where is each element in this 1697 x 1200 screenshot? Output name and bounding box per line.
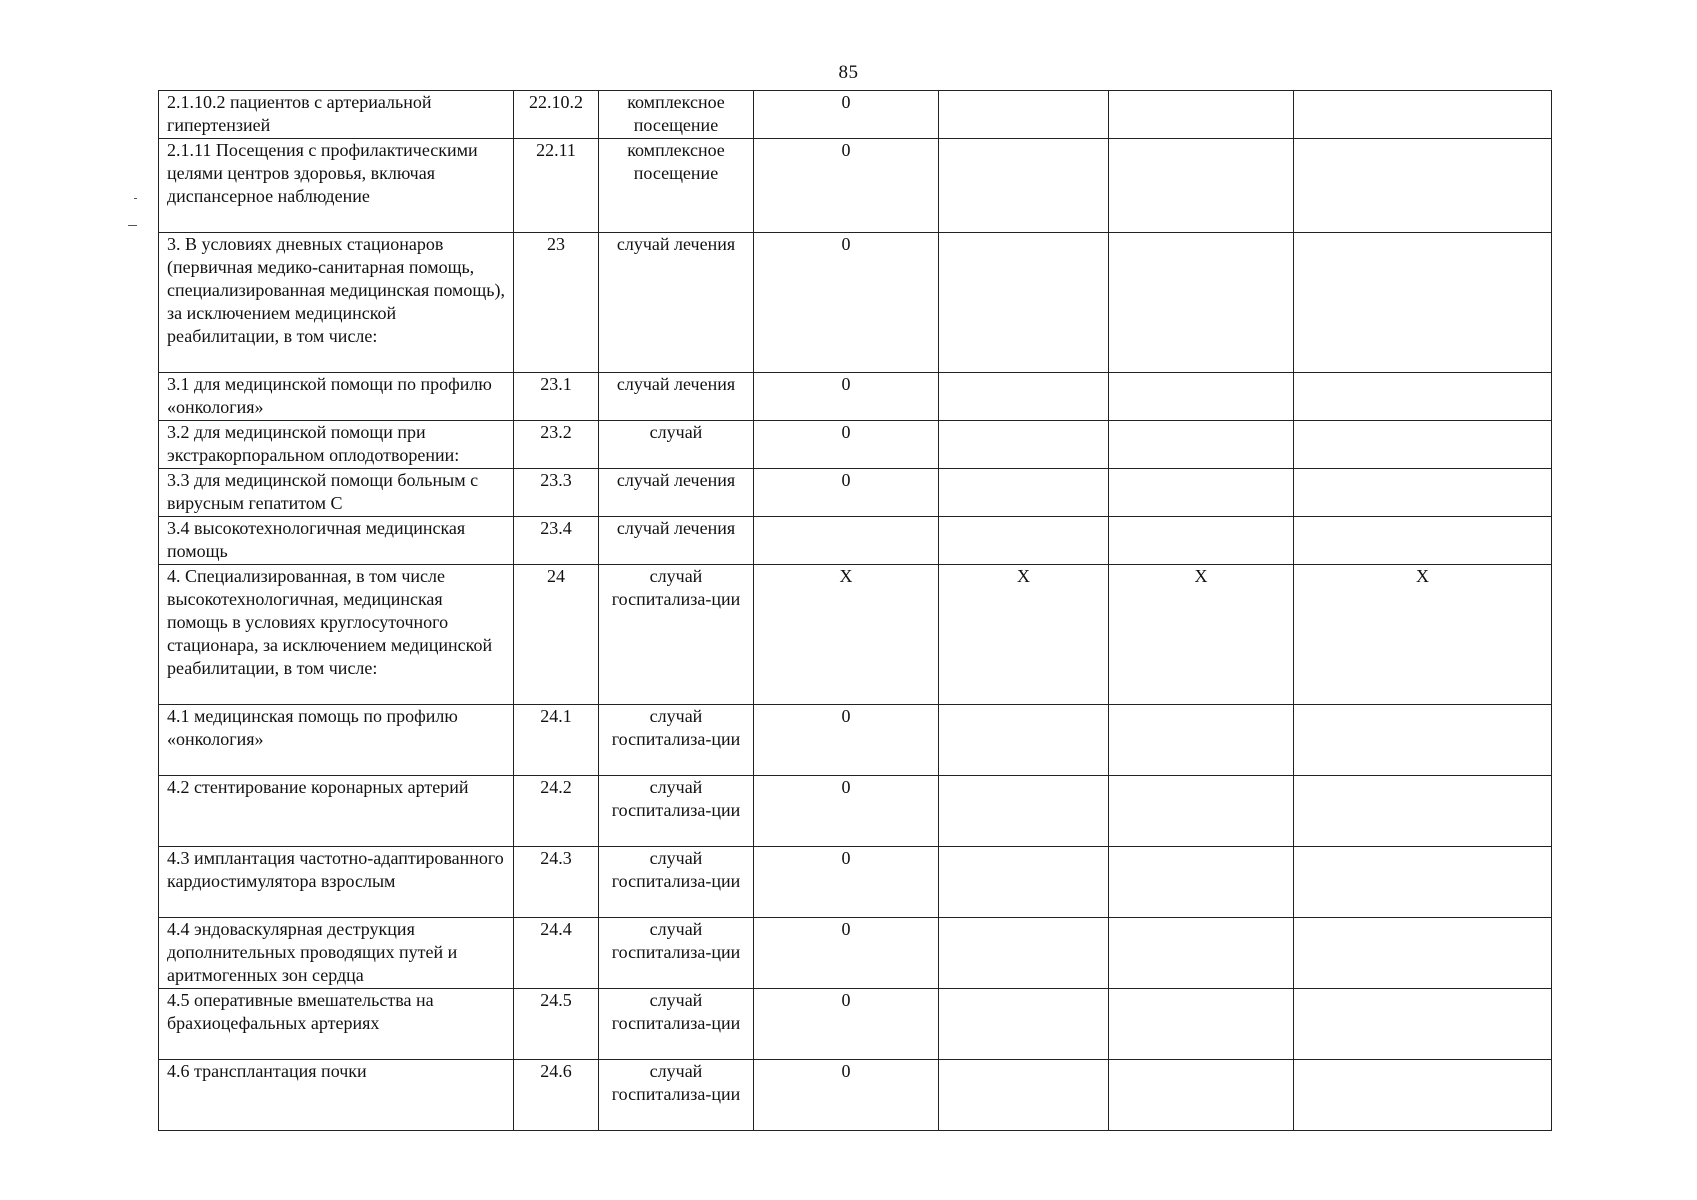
value-cell (939, 989, 1109, 1060)
value-cell (1294, 847, 1552, 918)
row-title: 4.1 медицинская помощь по профилю «онкология» (159, 705, 514, 776)
row-title: 3.3 для медицинской помощи больным с вирусным гепатитом С (159, 469, 514, 517)
value-cell (939, 139, 1109, 233)
row-number: 23 (514, 233, 599, 373)
table-row (159, 91, 1552, 139)
unit-cell: случай госпитализа-ции (599, 989, 754, 1060)
value-cell: 0 (754, 91, 939, 139)
row-title: 3. В условиях дневных стационаров (первичная медико-санитарная помощь, специализированная медицинская помощь), за исключением медицинской реабилитации, в том числе: (159, 233, 514, 373)
unit-cell: случай лечения (599, 233, 754, 373)
value-cell (1109, 918, 1294, 989)
unit-cell: комплексное посещение (599, 91, 754, 139)
unit-cell: случай лечения (599, 373, 754, 421)
row-number: 24.2 (514, 776, 599, 847)
value-cell (1294, 469, 1552, 517)
unit-cell: случай госпитализа-ции (599, 705, 754, 776)
unit-cell: случай госпитализа-ции (599, 847, 754, 918)
value-cell (1109, 469, 1294, 517)
table-row (159, 139, 1552, 233)
value-cell (1294, 705, 1552, 776)
value-cell (939, 469, 1109, 517)
unit-cell: комплексное посещение (599, 139, 754, 233)
document-table (158, 90, 1552, 1131)
value-cell (1109, 517, 1294, 565)
unit-cell: случай (599, 421, 754, 469)
value-cell: 0 (754, 139, 939, 233)
table-row (159, 565, 1552, 705)
value-cell (939, 1060, 1109, 1131)
row-number: 24.3 (514, 847, 599, 918)
value-cell (1294, 918, 1552, 989)
row-title: 3.4 высокотехнологичная медицинская помощь (159, 517, 514, 565)
row-title: 4.5 оперативные вмешательства на брахиоцефальных артериях (159, 989, 514, 1060)
row-title: 4. Специализированная, в том числе высокотехнологичная, медицинская помощь в условиях круглосуточного стационара, за исключением медицинской реабилитации, в том числе: (159, 565, 514, 705)
unit-cell: случай госпитализа-ции (599, 776, 754, 847)
value-cell (1109, 373, 1294, 421)
value-cell (1294, 139, 1552, 233)
table-row (159, 1060, 1552, 1131)
value-cell: 0 (754, 989, 939, 1060)
value-cell: 0 (754, 373, 939, 421)
value-cell: X (1294, 565, 1552, 705)
table-row (159, 517, 1552, 565)
value-cell (1294, 989, 1552, 1060)
value-cell: 0 (754, 705, 939, 776)
value-cell: 0 (754, 469, 939, 517)
value-cell (939, 847, 1109, 918)
unit-cell: случай госпитализа-ции (599, 918, 754, 989)
value-cell: 0 (754, 233, 939, 373)
table-row (159, 847, 1552, 918)
value-cell (939, 421, 1109, 469)
value-cell (1109, 705, 1294, 776)
table-row (159, 469, 1552, 517)
scan-mark (134, 198, 137, 199)
table-row (159, 373, 1552, 421)
value-cell (1294, 1060, 1552, 1131)
value-cell: 0 (754, 1060, 939, 1131)
row-title: 3.1 для медицинской помощи по профилю «онкология» (159, 373, 514, 421)
row-number: 23.3 (514, 469, 599, 517)
value-cell: X (939, 565, 1109, 705)
value-cell (1294, 373, 1552, 421)
table-row (159, 776, 1552, 847)
unit-cell: случай госпитализа-ции (599, 565, 754, 705)
table-row (159, 233, 1552, 373)
value-cell: 0 (754, 421, 939, 469)
value-cell (939, 373, 1109, 421)
value-cell (1294, 517, 1552, 565)
row-title: 2.1.10.2 пациентов с артериальной гипертензией (159, 91, 514, 139)
value-cell (939, 91, 1109, 139)
value-cell (1109, 1060, 1294, 1131)
value-cell (939, 705, 1109, 776)
value-cell (754, 517, 939, 565)
row-number: 24.1 (514, 705, 599, 776)
value-cell: X (754, 565, 939, 705)
value-cell: X (1109, 565, 1294, 705)
table-row (159, 421, 1552, 469)
unit-cell: случай госпитализа-ции (599, 1060, 754, 1131)
scan-mark (128, 225, 137, 226)
table-row (159, 918, 1552, 989)
value-cell (1294, 233, 1552, 373)
row-number: 24 (514, 565, 599, 705)
row-title: 2.1.11 Посещения с профилактическими целями центров здоровья, включая диспансерное наблюдение (159, 139, 514, 233)
value-cell (1109, 776, 1294, 847)
value-cell (1294, 421, 1552, 469)
value-cell (939, 517, 1109, 565)
value-cell (1294, 91, 1552, 139)
row-number: 23.4 (514, 517, 599, 565)
value-cell (1109, 139, 1294, 233)
unit-cell: случай лечения (599, 517, 754, 565)
row-title: 4.3 имплантация частотно-адаптированного кардиостимулятора взрослым (159, 847, 514, 918)
row-title: 3.2 для медицинской помощи при экстракорпоральном оплодотворении: (159, 421, 514, 469)
value-cell (1109, 421, 1294, 469)
row-number: 24.5 (514, 989, 599, 1060)
value-cell (1109, 91, 1294, 139)
row-number: 23.2 (514, 421, 599, 469)
value-cell: 0 (754, 847, 939, 918)
row-title: 4.6 трансплантация почки (159, 1060, 514, 1131)
value-cell: 0 (754, 776, 939, 847)
value-cell (1109, 989, 1294, 1060)
row-number: 23.1 (514, 373, 599, 421)
row-number: 22.11 (514, 139, 599, 233)
page-number: 85 (838, 62, 859, 83)
unit-cell: случай лечения (599, 469, 754, 517)
row-number: 24.4 (514, 918, 599, 989)
row-title: 4.2 стентирование коронарных артерий (159, 776, 514, 847)
row-number: 22.10.2 (514, 91, 599, 139)
value-cell (939, 776, 1109, 847)
table-row (159, 989, 1552, 1060)
value-cell (1294, 776, 1552, 847)
table-row (159, 705, 1552, 776)
row-number: 24.6 (514, 1060, 599, 1131)
value-cell (1109, 233, 1294, 373)
value-cell (939, 918, 1109, 989)
value-cell: 0 (754, 918, 939, 989)
row-title: 4.4 эндоваскулярная деструкция дополнительных проводящих путей и аритмогенных зон сердца (159, 918, 514, 989)
value-cell (939, 233, 1109, 373)
value-cell (1109, 847, 1294, 918)
